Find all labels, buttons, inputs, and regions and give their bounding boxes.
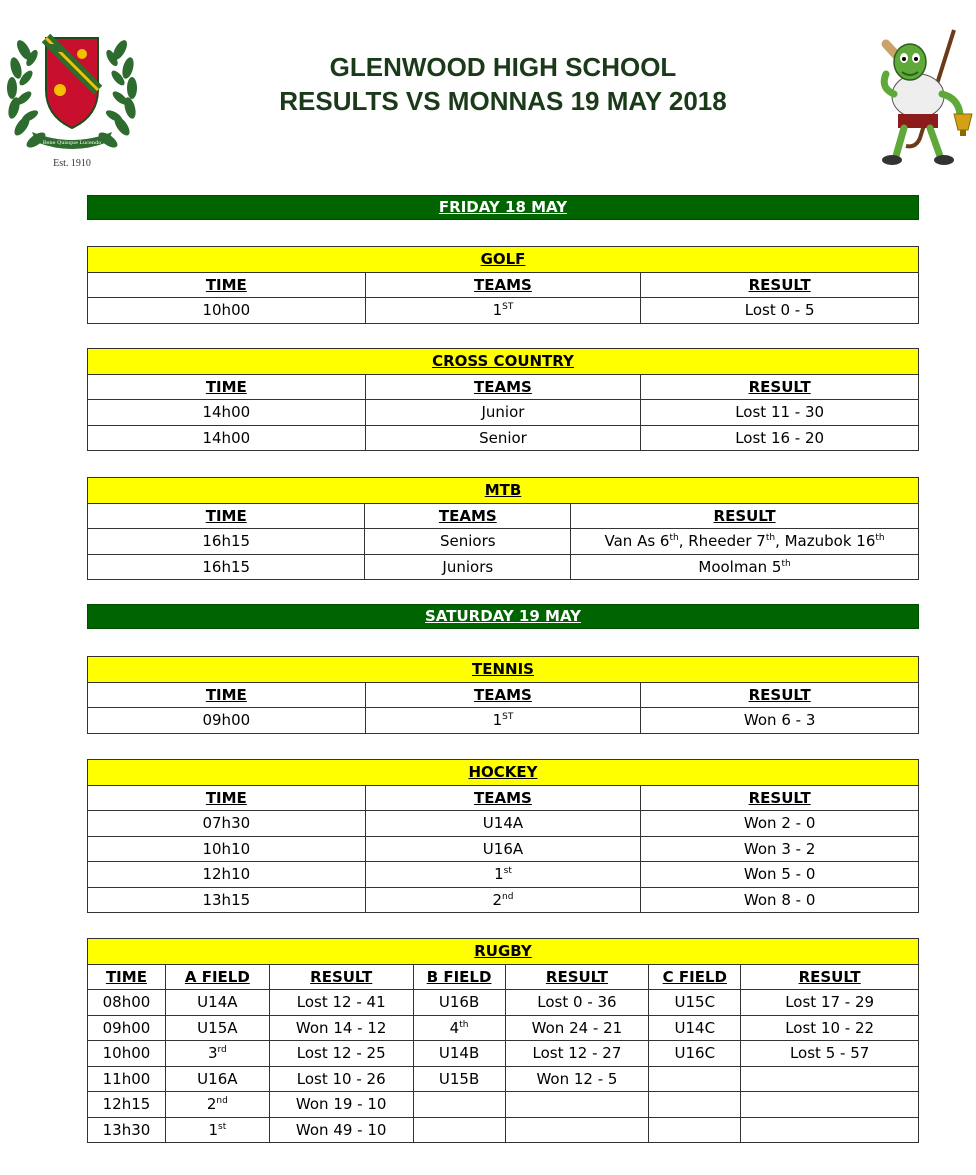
time-cell: 10h00 [88,298,366,324]
result-cell: Won 3 - 2 [641,836,919,862]
column-header-result: RESULT [641,272,919,298]
team-cell: 1ST [365,298,641,324]
column-header-teams: TEAMS [365,682,641,708]
column-header-result: RESULT [641,785,919,811]
column-header-result: RESULT [641,374,919,400]
page-title-school: GLENWOOD HIGH SCHOOL [329,52,677,82]
team-cell: 2nd [365,887,641,913]
hockey-table [87,759,919,913]
column-header-result-c: RESULT [741,964,919,990]
result-c-cell [741,1092,919,1118]
time-cell: 09h00 [88,1015,166,1041]
team-cell: Senior [365,425,641,451]
result-c-cell [741,1066,919,1092]
result-cell: Won 8 - 0 [641,887,919,913]
result-b-cell [505,1117,649,1143]
golf-table [87,246,919,324]
table-row [88,1117,919,1143]
result-b-cell: Lost 12 - 27 [505,1041,649,1067]
mascot-logo [858,18,976,170]
page-title-results: RESULTS VS MONNAS 19 MAY 2018 [279,86,727,116]
result-b-cell [505,1092,649,1118]
column-header-result: RESULT [571,503,919,529]
tennis-table [87,656,919,734]
sport-title-rugby: RUGBY [88,939,919,965]
sport-title-hockey: HOCKEY [88,760,919,786]
column-header-time: TIME [88,964,166,990]
time-cell: 13h15 [88,887,366,913]
school-crest-logo [2,20,142,172]
day-heading-saturday: SATURDAY 19 MAY [87,604,919,629]
column-header-teams: TEAMS [365,374,641,400]
sport-title-tennis: TENNIS [88,657,919,683]
c-field-cell: U15C [649,990,741,1016]
column-header-time: TIME [88,272,366,298]
result-a-cell: Lost 12 - 25 [269,1041,413,1067]
result-c-cell: Lost 5 - 57 [741,1041,919,1067]
result-a-cell: Won 19 - 10 [269,1092,413,1118]
result-a-cell: Won 14 - 12 [269,1015,413,1041]
time-cell: 08h00 [88,990,166,1016]
c-field-cell: U14C [649,1015,741,1041]
time-cell: 07h30 [88,811,366,837]
column-header-time: TIME [88,785,366,811]
table-row [88,400,919,426]
team-cell: U16A [365,836,641,862]
time-cell: 10h10 [88,836,366,862]
c-field-cell [649,1092,741,1118]
column-header-a-field: A FIELD [165,964,269,990]
mtb-table [87,477,919,580]
column-header-result-b: RESULT [505,964,649,990]
column-header-teams: TEAMS [365,503,571,529]
table-row [88,887,919,913]
result-c-cell: Lost 17 - 29 [741,990,919,1016]
time-cell: 13h30 [88,1117,166,1143]
time-cell: 16h15 [88,529,365,555]
sport-title-golf: GOLF [88,247,919,273]
time-cell: 12h10 [88,862,366,888]
team-cell: U14A [365,811,641,837]
time-cell: 12h15 [88,1092,166,1118]
table-row [88,1092,919,1118]
rugby-table [87,938,919,1143]
column-header-time: TIME [88,503,365,529]
result-cell: Won 2 - 0 [641,811,919,837]
result-a-cell: Lost 12 - 41 [269,990,413,1016]
b-field-cell [413,1117,505,1143]
result-a-cell: Lost 10 - 26 [269,1066,413,1092]
c-field-cell: U16C [649,1041,741,1067]
c-field-cell [649,1117,741,1143]
result-c-cell: Lost 10 - 22 [741,1015,919,1041]
b-field-cell: U16B [413,990,505,1016]
table-row [88,990,919,1016]
table-row [88,529,919,555]
crest-established: Est. 1910 [53,158,91,169]
table-row [88,862,919,888]
column-header-teams: TEAMS [365,785,641,811]
table-row [88,708,919,734]
result-a-cell: Won 49 - 10 [269,1117,413,1143]
sport-title-mtb: MTB [88,478,919,504]
column-header-result-a: RESULT [269,964,413,990]
table-row [88,836,919,862]
a-field-cell: 3rd [165,1041,269,1067]
a-field-cell: U14A [165,990,269,1016]
result-b-cell: Lost 0 - 36 [505,990,649,1016]
b-field-cell: U15B [413,1066,505,1092]
table-row [88,298,919,324]
result-cell: Won 5 - 0 [641,862,919,888]
a-field-cell: U16A [165,1066,269,1092]
team-cell: Juniors [365,554,571,580]
time-cell: 14h00 [88,400,366,426]
crest-motto: Bene Quisque Lucendo [42,140,102,146]
result-b-cell: Won 12 - 5 [505,1066,649,1092]
day-heading-friday: FRIDAY 18 MAY [87,195,919,220]
team-cell: Seniors [365,529,571,555]
result-cell: Won 6 - 3 [641,708,919,734]
team-cell: 1st [365,862,641,888]
b-field-cell: 4th [413,1015,505,1041]
result-cell: Lost 11 - 30 [641,400,919,426]
team-cell: 1ST [365,708,641,734]
time-cell: 10h00 [88,1041,166,1067]
cross-country-table [87,348,919,451]
time-cell: 14h00 [88,425,366,451]
result-b-cell: Won 24 - 21 [505,1015,649,1041]
table-row [88,1066,919,1092]
a-field-cell: U15A [165,1015,269,1041]
table-row [88,425,919,451]
time-cell: 11h00 [88,1066,166,1092]
result-cell: Van As 6th, Rheeder 7th, Mazubok 16th [571,529,919,555]
result-c-cell [741,1117,919,1143]
time-cell: 09h00 [88,708,366,734]
b-field-cell: U14B [413,1041,505,1067]
column-header-c-field: C FIELD [649,964,741,990]
b-field-cell [413,1092,505,1118]
c-field-cell [649,1066,741,1092]
result-cell: Lost 16 - 20 [641,425,919,451]
table-row [88,811,919,837]
result-cell: Lost 0 - 5 [641,298,919,324]
a-field-cell: 2nd [165,1092,269,1118]
sport-title-cross-country: CROSS COUNTRY [88,349,919,375]
table-row [88,1041,919,1067]
time-cell: 16h15 [88,554,365,580]
table-row [88,1015,919,1041]
team-cell: Junior [365,400,641,426]
column-header-result: RESULT [641,682,919,708]
column-header-b-field: B FIELD [413,964,505,990]
column-header-time: TIME [88,374,366,400]
table-row [88,554,919,580]
a-field-cell: 1st [165,1117,269,1143]
result-cell: Moolman 5th [571,554,919,580]
column-header-teams: TEAMS [365,272,641,298]
column-header-time: TIME [88,682,366,708]
